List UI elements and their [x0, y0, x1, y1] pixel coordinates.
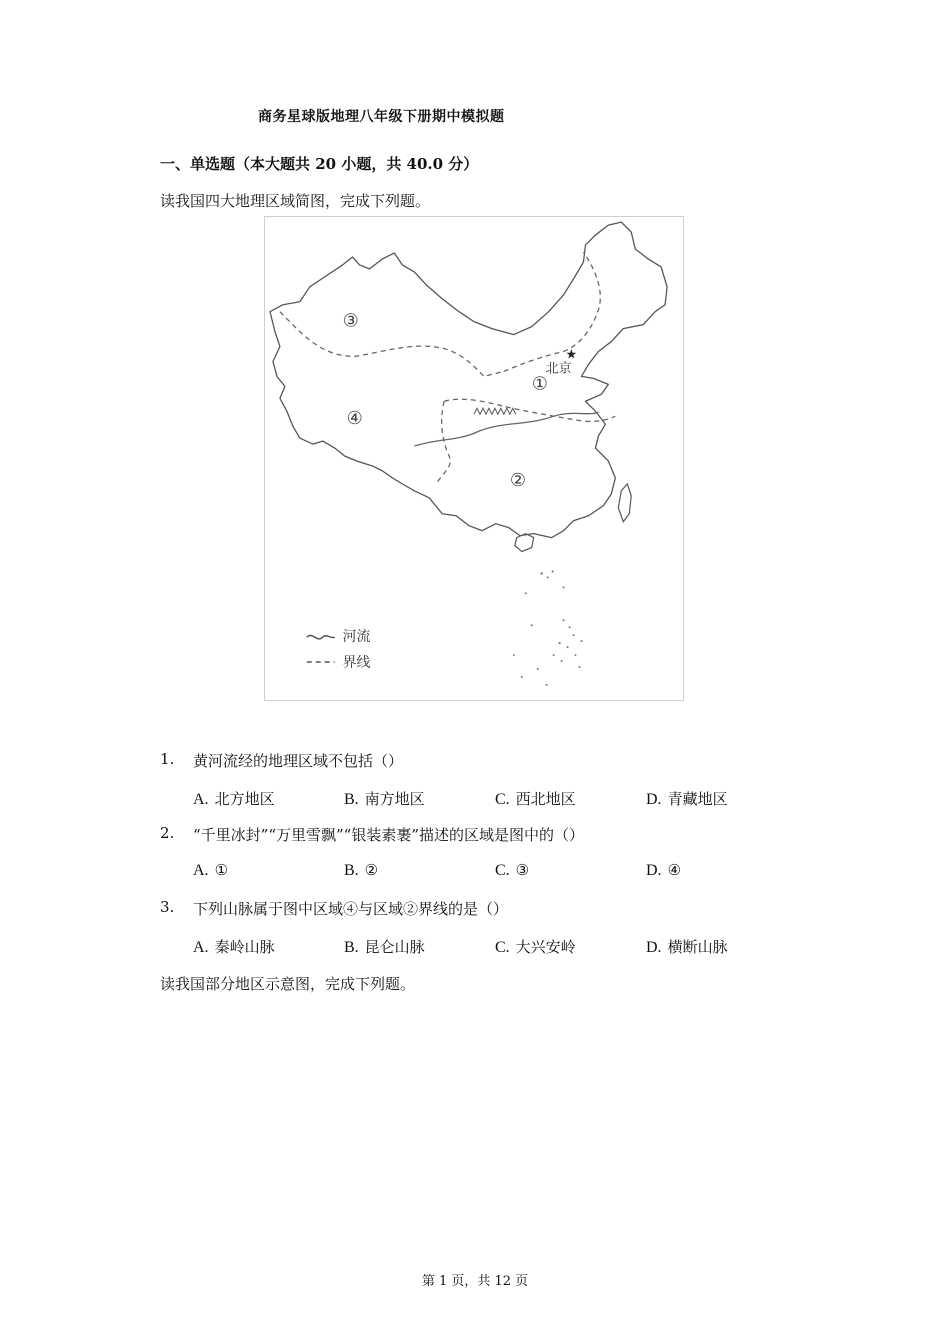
china-regions-map	[264, 216, 684, 701]
question-number: 3.	[160, 898, 175, 916]
china-outline	[270, 222, 667, 537]
option-b[interactable]: B. 南方地区	[344, 790, 425, 808]
option-a[interactable]: A. ①	[193, 861, 229, 879]
legend-river-label: 河流	[342, 629, 371, 646]
reading-prompt-1: 读我国四大地理区域简图，完成下列题。	[160, 192, 431, 210]
south-sea-islands	[513, 570, 583, 686]
option-b[interactable]: B. ②	[344, 861, 379, 879]
question-stem: “千里冰封”“万里雪飘”“银装素裹”描述的区域是图中的（）	[193, 826, 585, 844]
taiwan-island	[618, 484, 631, 522]
river-legend-icon	[307, 635, 335, 638]
question-number: 1.	[160, 750, 175, 768]
question-stem: 黄河流经的地理区域不包括（）	[193, 752, 404, 770]
option-a[interactable]: A. 秦岭山脉	[193, 938, 275, 956]
option-c[interactable]: C. ③	[495, 861, 530, 879]
option-d[interactable]: D. 青藏地区	[646, 790, 728, 808]
qinling-mountain	[474, 408, 516, 414]
option-c[interactable]: C. 大兴安岭	[495, 938, 576, 956]
option-a[interactable]: A. 北方地区	[193, 790, 275, 808]
section-heading: 一、单选题（本大题共 20 小题，共 40.0 分）	[160, 155, 479, 173]
question-2-options	[193, 861, 793, 885]
region-label-2: ②	[509, 469, 526, 490]
legend-boundary-label: 界线	[342, 655, 371, 672]
reading-prompt-2: 读我国部分地区示意图，完成下列题。	[160, 975, 416, 993]
region-label-4: ④	[346, 408, 363, 429]
question-number: 2.	[160, 824, 175, 842]
map-legend	[307, 628, 371, 671]
option-d[interactable]: D. ④	[646, 861, 682, 879]
beijing-label: 北京	[545, 361, 572, 377]
question-1-options	[193, 788, 793, 812]
document-title: 商务星球版地理八年级下册期中模拟题	[258, 109, 505, 125]
page-footer: 第 1 页，共 12 页	[421, 1274, 529, 1289]
beijing-star-icon: ★	[565, 347, 578, 363]
hainan-island	[515, 534, 534, 552]
option-b[interactable]: B. 昆仑山脉	[344, 938, 425, 956]
question-stem: 下列山脉属于图中区域④与区域②界线的是（）	[193, 900, 509, 918]
option-d[interactable]: D. 横断山脉	[646, 938, 728, 956]
option-c[interactable]: C. 西北地区	[495, 790, 576, 808]
region-label-1: ①	[531, 373, 548, 394]
region-label-3: ③	[342, 310, 359, 331]
question-3-options	[193, 936, 793, 960]
